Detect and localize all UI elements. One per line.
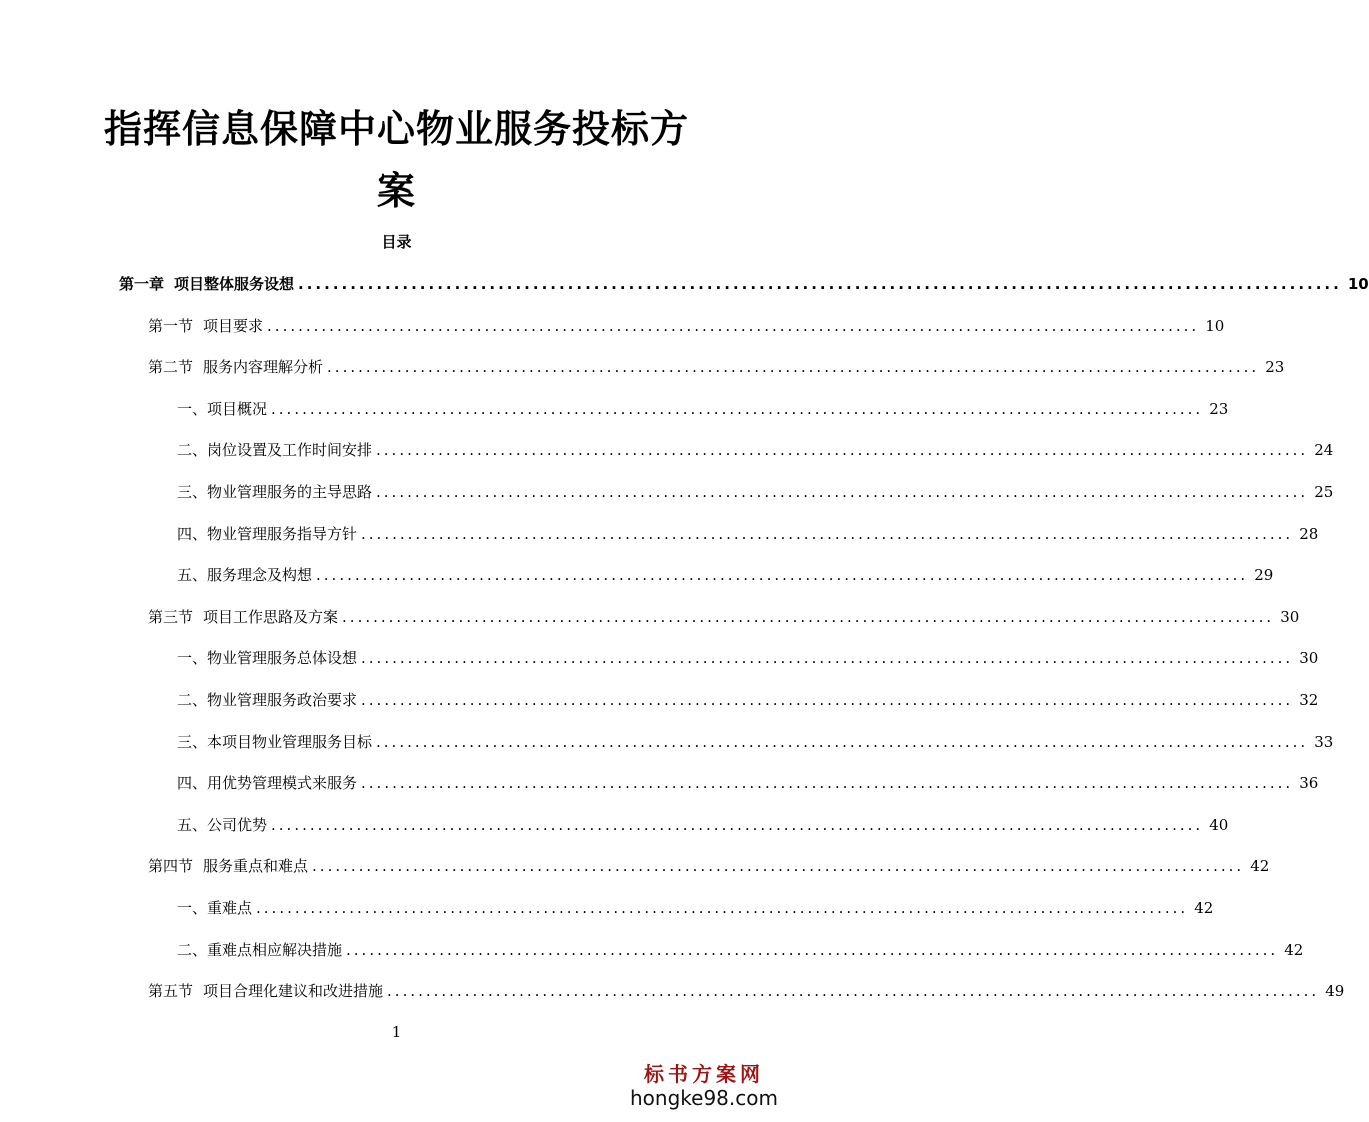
toc-entry[interactable]: [177, 555, 1274, 595]
document-title-line-2: 案: [376, 169, 416, 213]
toc-entry-text: [148, 856, 308, 876]
toc-entry[interactable]: [177, 389, 1229, 429]
toc-entry-label: 第二节: [148, 358, 194, 377]
toc-entry-label: 第五节: [148, 982, 194, 1001]
toc-heading: 目录: [381, 233, 412, 251]
toc-entry-text: [177, 399, 267, 419]
toc-entry-text: [177, 524, 357, 544]
toc-entry-page: 42: [1284, 940, 1304, 959]
toc-entry[interactable]: [177, 680, 1319, 720]
toc-entry-title: 项目要求: [203, 316, 264, 335]
toc-leader-dots: ........................................................................................................................: [387, 982, 1320, 1001]
toc-entry-text: [177, 440, 372, 460]
page-number: 1: [391, 1023, 402, 1041]
toc-leader-dots: ........................................................................................................................: [256, 899, 1189, 917]
toc-entry-text: [148, 316, 263, 336]
toc-entry-page: 40: [1209, 815, 1229, 834]
toc-entry-text: [177, 732, 372, 752]
watermark-url: hongke98.com: [630, 1086, 778, 1110]
toc-entry[interactable]: [177, 763, 1319, 803]
toc-entry[interactable]: [177, 930, 1304, 970]
toc-entry-text: [177, 940, 342, 960]
toc-leader-dots: ........................................................................................................................: [327, 358, 1260, 377]
toc-leader-dots: ........................................................................................................................: [342, 607, 1275, 626]
toc-entry-page: 42: [1194, 899, 1214, 917]
toc-entry-page: 49: [1325, 982, 1345, 1001]
toc-entry-page: 30: [1280, 607, 1300, 626]
toc-entry-title: 一、项目概况: [177, 399, 268, 418]
toc-entry-text: [177, 565, 312, 585]
toc-entry-title: 一、物业管理服务总体设想: [177, 649, 358, 668]
toc-entry-title: 三、本项目物业管理服务目标: [177, 732, 373, 751]
toc-leader-dots: ........................................................................................................................: [361, 774, 1294, 793]
toc-leader-dots: ........................................................................................................................: [298, 275, 1342, 293]
toc-entry-title: 二、物业管理服务政治要求: [177, 691, 358, 709]
toc-entry[interactable]: [148, 306, 1225, 346]
toc-entry[interactable]: [177, 888, 1214, 928]
toc-entry-label: 第一章: [119, 275, 165, 293]
toc-entry-page: 23: [1265, 358, 1285, 377]
toc-entry-page: 32: [1299, 691, 1319, 709]
toc-entry-title: 一、重难点: [177, 899, 253, 917]
toc-entry[interactable]: [148, 597, 1300, 637]
toc-entry[interactable]: [177, 514, 1319, 554]
toc-entry-text: [177, 648, 357, 668]
toc-entry[interactable]: [177, 430, 1334, 470]
toc-leader-dots: ........................................................................................................................: [267, 316, 1200, 335]
toc-leader-dots: ........................................................................................................................: [361, 691, 1294, 709]
toc-entry-text: [148, 981, 383, 1001]
toc-entry-text: [177, 690, 357, 710]
toc-entry-text: [148, 607, 338, 627]
toc-entry-page: 29: [1254, 566, 1274, 585]
toc-entry-title: 三、物业管理服务的主导思路: [177, 483, 373, 501]
toc-entry-text: [177, 898, 252, 918]
toc-entry-label: 第三节: [148, 607, 194, 626]
toc-entry-page: 33: [1314, 732, 1334, 751]
toc-entry-page: 23: [1209, 399, 1229, 418]
toc-entry-title: 服务内容理解分析: [203, 358, 324, 377]
toc-leader-dots: ........................................................................................................................: [361, 524, 1294, 543]
toc-entry-page: 24: [1314, 441, 1334, 460]
toc-entry-page: 30: [1299, 649, 1319, 668]
toc-entry-page: 25: [1314, 483, 1334, 501]
toc-entry-title: 二、重难点相应解决措施: [177, 940, 343, 959]
toc-leader-dots: ........................................................................................................................: [361, 649, 1294, 668]
toc-entry-text: [148, 357, 323, 377]
toc-entry-text: [177, 482, 372, 502]
toc-leader-dots: ........................................................................................................................: [271, 399, 1204, 418]
toc-entry[interactable]: [177, 472, 1334, 512]
toc-leader-dots: ........................................................................................................................: [376, 441, 1309, 460]
toc-leader-dots: ........................................................................................................................: [271, 815, 1204, 834]
toc-entry[interactable]: [177, 722, 1334, 762]
toc-entry-page: 10: [1347, 275, 1369, 293]
toc-entry-label: 第四节: [148, 857, 194, 876]
toc-entry-title: 四、用优势管理模式来服务: [177, 774, 358, 793]
toc-entry-title: 项目合理化建议和改进措施: [203, 982, 384, 1001]
toc-entry[interactable]: [148, 971, 1345, 1011]
toc-leader-dots: ........................................................................................................................: [316, 566, 1249, 585]
toc-leader-dots: ........................................................................................................................: [346, 940, 1279, 959]
toc-entry-title: 项目工作思路及方案: [203, 607, 339, 626]
toc-entry[interactable]: [119, 264, 1369, 304]
watermark: [629, 1062, 779, 1110]
toc-entry[interactable]: [177, 638, 1319, 678]
toc-entry-text: [119, 274, 294, 294]
toc-entry[interactable]: [148, 347, 1285, 387]
toc-entry-title: 二、岗位设置及工作时间安排: [177, 441, 373, 460]
document-title-line-1: 指挥信息保障中心物业服务投标方: [103, 107, 689, 151]
toc-entry-title: 五、公司优势: [177, 815, 268, 834]
toc-entry-label: 第一节: [148, 316, 194, 335]
toc-entry-title: 服务重点和难点: [203, 857, 309, 876]
toc-entry[interactable]: [177, 805, 1229, 845]
toc-entry-text: [177, 815, 267, 835]
toc-entry-title: 四、物业管理服务指导方针: [177, 524, 358, 543]
toc-entry-page: 10: [1205, 316, 1225, 335]
toc-entry-text: [177, 773, 357, 793]
toc-leader-dots: ........................................................................................................................: [312, 857, 1245, 876]
toc-entry-page: 28: [1299, 524, 1319, 543]
toc-leader-dots: ........................................................................................................................: [376, 483, 1309, 501]
toc-entry[interactable]: [148, 846, 1270, 886]
toc-leader-dots: ........................................................................................................................: [376, 732, 1309, 751]
watermark-text: 标书方案网: [644, 1062, 764, 1086]
toc-entry-page: 36: [1299, 774, 1319, 793]
toc-entry-page: 42: [1250, 857, 1270, 876]
toc-entry-title: 五、服务理念及构想: [177, 566, 313, 585]
toc-entry-title: 项目整体服务设想: [174, 275, 295, 293]
